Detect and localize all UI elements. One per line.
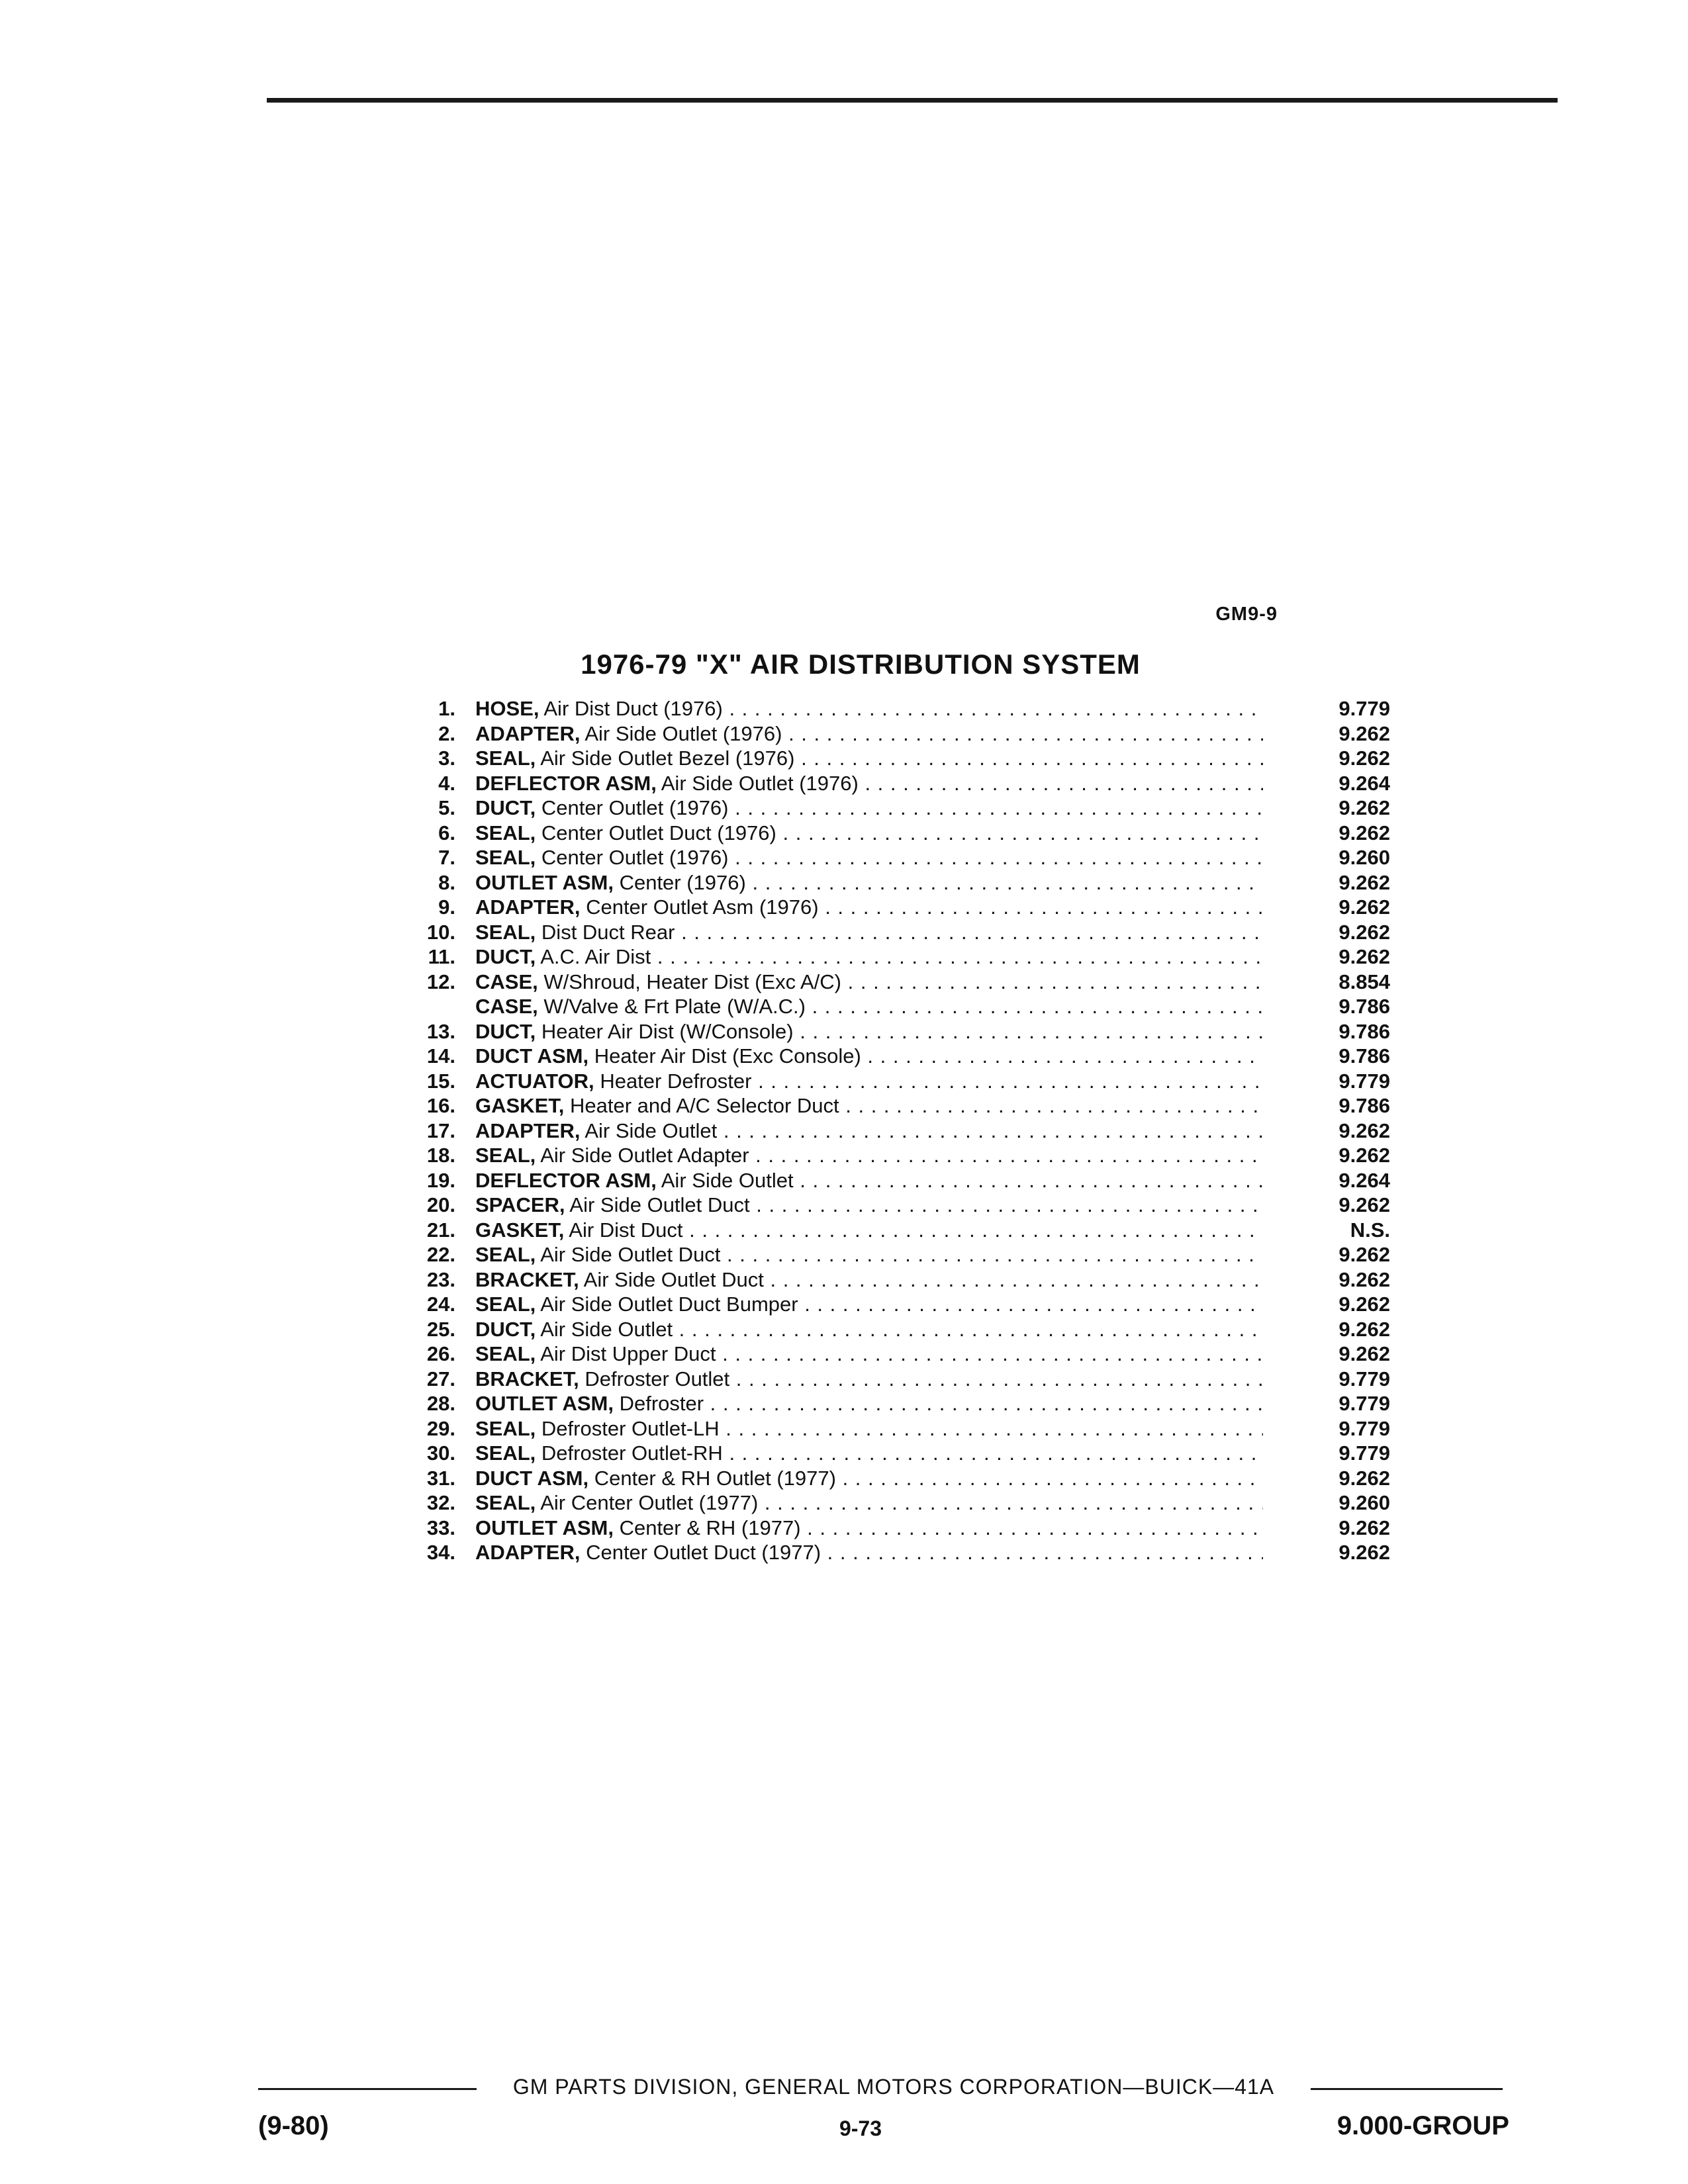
part-group-number: 9.264 [1338,1168,1390,1192]
part-group-number: 9.262 [1338,796,1390,819]
part-number: 2. [438,721,455,745]
part-number: 3. [438,747,455,770]
part-detail: Center Outlet Duct (1977) [586,1541,821,1564]
part-detail: Air Center Outlet (1977) [540,1491,759,1514]
part-number: 17. [426,1118,455,1142]
part-group-number: 9.260 [1338,1491,1390,1514]
part-detail: Center Outlet (1976) [541,796,729,819]
part-name: ADAPTER, [475,721,581,745]
part-description [475,1118,1263,1144]
part-name: GASKET, [475,1094,565,1117]
part-number: 27. [426,1367,455,1390]
part-name: GASKET, [475,1218,565,1242]
part-name: SEAL, [475,747,536,770]
part-name: ADAPTER, [475,895,581,919]
part-description [475,771,1263,796]
part-detail: Air Side Outlet (1976) [585,721,782,745]
part-detail: Defroster [619,1392,704,1415]
parts-list [397,696,1390,1565]
part-detail: Center Outlet Duct (1976) [541,821,776,844]
part-name: DEFLECTOR ASM, [475,1168,657,1192]
part-name: SEAL, [475,846,536,869]
part-number: 29. [426,1416,455,1440]
part-number: 14. [426,1044,455,1068]
part-name: BRACKET, [475,1267,579,1291]
part-group-number: 9.262 [1338,1466,1390,1490]
part-row [397,1441,1390,1466]
part-row [397,1416,1390,1441]
part-number: 34. [426,1541,455,1564]
part-name: DUCT, [475,1317,536,1341]
part-detail: Center Outlet (1976) [541,846,729,869]
part-description [475,944,1263,970]
part-number: 25. [426,1317,455,1341]
part-group-number: 9.260 [1338,846,1390,869]
part-row [397,1193,1390,1218]
part-description [475,696,1263,721]
part-group-number: 9.262 [1338,1342,1390,1365]
part-name: OUTLET ASM, [475,1516,614,1539]
footer-rule-left [258,2088,477,2090]
part-name: SEAL, [475,1293,536,1316]
part-detail: Air Dist Duct (1976) [543,697,723,720]
part-number: 32. [426,1491,455,1514]
part-description [475,1416,1263,1441]
part-description [475,970,1263,995]
part-detail: Air Side Outlet Duct [583,1267,764,1291]
part-number: 26. [426,1342,455,1365]
part-row [397,895,1390,920]
part-name: SPACER, [475,1193,565,1216]
part-group-number: 9.786 [1338,1044,1390,1068]
part-description [475,1143,1263,1168]
part-description [475,994,1263,1019]
part-description [475,920,1263,945]
part-description [475,1242,1263,1267]
part-group-number: 9.262 [1338,1144,1390,1167]
part-row [397,1267,1390,1293]
part-description [475,796,1263,821]
part-name: OUTLET ASM, [475,870,614,894]
part-row [397,994,1390,1019]
part-group-number: 9.779 [1338,1441,1390,1465]
part-description [475,1441,1263,1466]
part-description [475,821,1263,846]
part-group-number: 9.262 [1338,1193,1390,1216]
part-number: 19. [426,1168,455,1192]
part-row [397,1292,1390,1317]
part-name: DEFLECTOR ASM, [475,771,657,795]
part-detail: Air Dist Duct [569,1218,683,1242]
footer-rule-right [1311,2088,1503,2090]
part-name: ACTUATOR, [475,1069,594,1093]
part-row [397,1093,1390,1118]
part-row [397,1218,1390,1243]
part-number: 33. [426,1516,455,1539]
part-group-number: 9.262 [1338,1541,1390,1564]
part-description [475,1193,1263,1218]
page-code: GM9-9 [1215,604,1278,625]
part-detail: Air Side Outlet [585,1118,718,1142]
part-group-number: 9.262 [1338,1293,1390,1316]
part-name: ADAPTER, [475,1118,581,1142]
part-row [397,796,1390,821]
part-name: SEAL, [475,1441,536,1465]
part-description [475,1168,1263,1193]
part-description [475,1391,1263,1416]
part-group-number: 9.262 [1338,945,1390,968]
part-detail: Heater Air Dist (W/Console) [541,1019,794,1043]
part-group-number: 9.786 [1338,995,1390,1018]
part-detail: W/Shroud, Heater Dist (Exc A/C) [543,970,841,993]
part-group-number: 9.262 [1338,747,1390,770]
part-row [397,970,1390,995]
part-name: ADAPTER, [475,1541,581,1564]
part-name: SEAL, [475,1144,536,1167]
part-number: 9. [438,895,455,919]
part-number: 30. [426,1441,455,1465]
part-description [475,1466,1263,1491]
part-row [397,1168,1390,1193]
part-detail: Center & RH (1977) [619,1516,801,1539]
part-detail: Heater Defroster [600,1069,752,1093]
part-detail: Air Side Outlet Duct [540,1243,721,1266]
part-number: 6. [438,821,455,844]
part-name: DUCT, [475,945,536,968]
part-detail: Defroster Outlet [585,1367,730,1390]
part-detail: Heater and A/C Selector Duct [569,1094,839,1117]
part-description [475,1044,1263,1069]
part-detail: Center (1976) [619,870,746,894]
part-number: 18. [426,1144,455,1167]
part-group-number: 9.264 [1338,771,1390,795]
part-number: 31. [426,1466,455,1490]
part-number: 15. [426,1069,455,1093]
part-description [475,1267,1263,1293]
part-number: 5. [438,796,455,819]
part-group-number: 9.779 [1338,1069,1390,1093]
part-detail: Center & RH Outlet (1977) [594,1466,836,1490]
part-group-number: 9.262 [1338,721,1390,745]
part-row [397,1342,1390,1367]
part-detail: Air Side Outlet Bezel (1976) [540,747,795,770]
top-rule [267,98,1558,103]
part-group-number: 9.779 [1338,1367,1390,1390]
part-detail: Center Outlet Asm (1976) [586,895,819,919]
part-row [397,771,1390,796]
part-detail: Air Side Outlet [540,1317,673,1341]
part-description [475,845,1263,870]
part-row [397,1143,1390,1168]
part-detail: Dist Duct Rear [541,920,675,944]
part-detail: Air Side Outlet Duct [569,1193,750,1216]
part-group-number: 9.262 [1338,1317,1390,1341]
part-detail: Air Side Outlet (1976) [661,771,859,795]
part-detail: Air Side Outlet Duct Bumper [540,1293,798,1316]
part-name: DUCT ASM, [475,1044,589,1068]
part-number: 13. [426,1019,455,1043]
part-number: 4. [438,771,455,795]
part-detail: A.C. Air Dist [540,945,651,968]
part-row [397,870,1390,895]
part-name: SEAL, [475,920,536,944]
part-detail: W/Valve & Frt Plate (W/A.C.) [543,995,806,1018]
part-description [475,1292,1263,1317]
part-group-number: 9.262 [1338,1516,1390,1539]
part-detail: Air Dist Upper Duct [540,1342,716,1365]
part-group-number: 9.262 [1338,920,1390,944]
part-group-number: 8.854 [1338,970,1390,993]
part-description [475,721,1263,747]
part-group-number: 9.262 [1338,1267,1390,1291]
part-number: 10. [426,920,455,944]
part-row [397,696,1390,721]
section-title: 1976-79 "X" AIR DISTRIBUTION SYSTEM [581,649,1141,680]
part-group-number: 9.779 [1338,697,1390,720]
part-name: SEAL, [475,821,536,844]
part-row [397,920,1390,945]
part-number: 1. [438,697,455,720]
part-description [475,1317,1263,1342]
part-name: SEAL, [475,1342,536,1365]
part-name: SEAL, [475,1416,536,1440]
part-group-number: 9.786 [1338,1019,1390,1043]
part-row [397,1044,1390,1069]
part-number: 23. [426,1267,455,1291]
footer-page-number: 9-73 [839,2116,882,2140]
part-detail: Heater Air Dist (Exc Console) [594,1044,861,1068]
part-row [397,944,1390,970]
part-row [397,1242,1390,1267]
part-detail: Air Side Outlet [661,1168,794,1192]
part-description [475,1516,1263,1541]
part-description [475,1367,1263,1392]
part-row [397,1367,1390,1392]
part-description [475,1540,1263,1565]
part-number: 22. [426,1243,455,1266]
part-number: 24. [426,1293,455,1316]
part-description [475,1342,1263,1367]
part-group-number: 9.262 [1338,821,1390,844]
part-row [397,721,1390,747]
part-row [397,821,1390,846]
part-detail: Defroster Outlet-LH [541,1416,720,1440]
part-number: 8. [438,870,455,894]
part-row [397,1516,1390,1541]
part-name: OUTLET ASM, [475,1392,614,1415]
part-group-number: 9.786 [1338,1094,1390,1117]
part-group-number: 9.262 [1338,895,1390,919]
part-number: 20. [426,1193,455,1216]
part-number: 21. [426,1218,455,1242]
footer-date: (9-80) [258,2111,329,2140]
part-row [397,845,1390,870]
part-name: SEAL, [475,1243,536,1266]
part-group-number: 9.779 [1338,1392,1390,1415]
part-number: 12. [426,970,455,993]
part-description [475,746,1263,771]
part-number: 28. [426,1392,455,1415]
part-row [397,1069,1390,1094]
part-row [397,1490,1390,1516]
part-number: 16. [426,1094,455,1117]
part-row [397,1317,1390,1342]
part-name: DUCT, [475,796,536,819]
part-group-number: 9.262 [1338,1118,1390,1142]
part-row [397,1391,1390,1416]
footer-publisher: GM PARTS DIVISION, GENERAL MOTORS CORPORATION—BUICK—41A [512,2075,1275,2099]
part-detail: Defroster Outlet-RH [541,1441,723,1465]
part-description [475,1093,1263,1118]
part-group-number: 9.262 [1338,870,1390,894]
part-detail: Air Side Outlet Adapter [540,1144,749,1167]
part-group-number: 9.779 [1338,1416,1390,1440]
part-number: 11. [428,945,455,968]
part-name: HOSE, [475,697,539,720]
part-description [475,1490,1263,1516]
part-description [475,1069,1263,1094]
part-row [397,746,1390,771]
part-group-number: 9.262 [1338,1243,1390,1266]
part-description [475,895,1263,920]
part-name: DUCT ASM, [475,1466,589,1490]
footer-group: 9.000-GROUP [1336,2111,1509,2140]
part-name: DUCT, [475,1019,536,1043]
part-row [397,1019,1390,1044]
part-description [475,1019,1263,1044]
part-description [475,1218,1263,1243]
part-name: SEAL, [475,1491,536,1514]
part-name: BRACKET, [475,1367,579,1390]
part-name: CASE, [475,995,538,1018]
part-number: 7. [438,846,455,869]
part-group-number: N.S. [1350,1218,1390,1242]
part-description [475,870,1263,895]
part-name: CASE, [475,970,538,993]
part-row [397,1118,1390,1144]
part-row [397,1466,1390,1491]
part-row [397,1540,1390,1565]
